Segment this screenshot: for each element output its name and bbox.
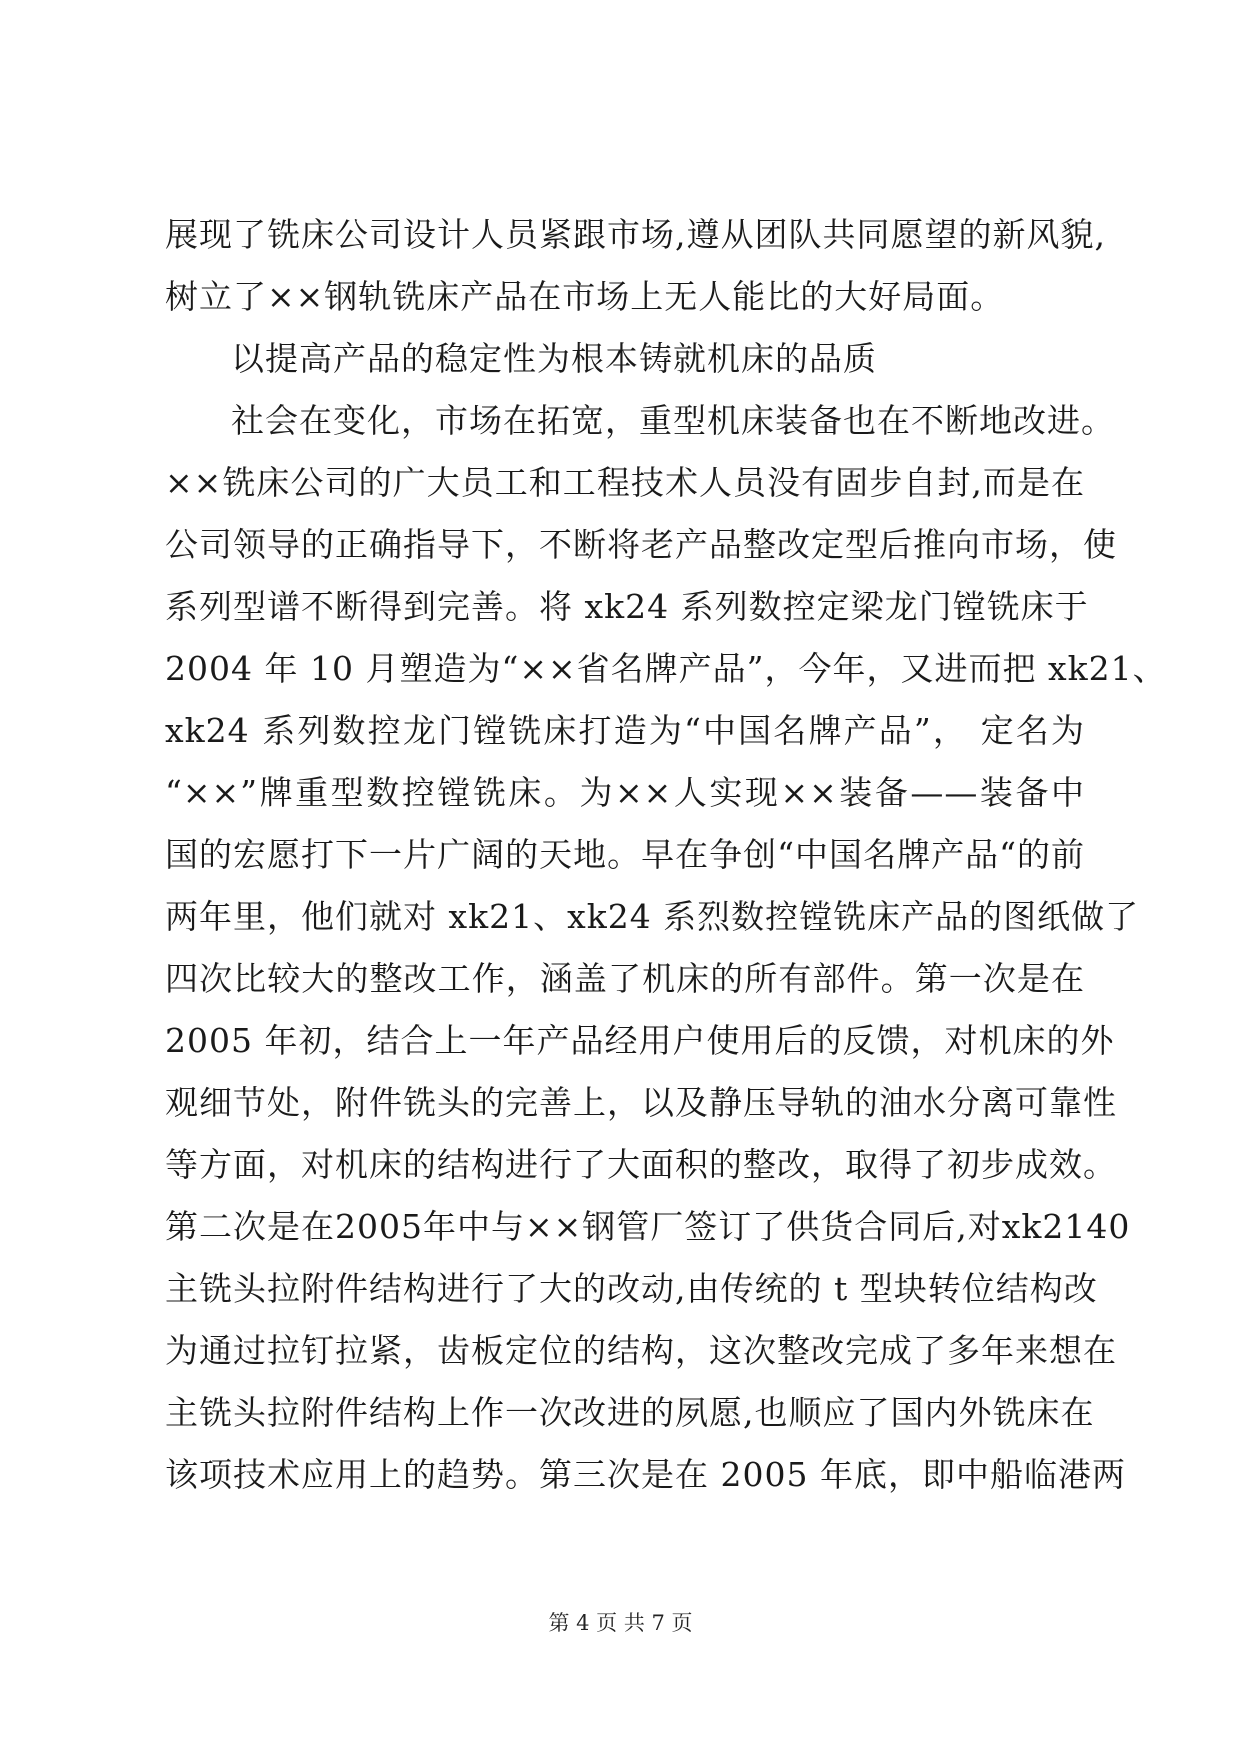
text-line: 2005 年初，结合上一年产品经用户使用后的反馈，对机床的外 bbox=[165, 1021, 1115, 1060]
text-line: 主铣头拉附件结构进行了大的改动,由传统的 t 型块转位结构改 bbox=[165, 1269, 1098, 1308]
text-line: “××”牌重型数控镗铣床。为××人实现××装备——装备中 bbox=[165, 773, 1085, 812]
text-line: 该项技术应用上的趋势。第三次是在 2005 年底，即中船临港两 bbox=[165, 1455, 1126, 1494]
text-line: xk24 系列数控龙门镗铣床打造为“中国名牌产品”， 定名为 bbox=[165, 711, 1085, 750]
text-line: 公司领导的正确指导下，不断将老产品整改定型后推向市场，使 bbox=[165, 525, 1117, 564]
text-line: ××铣床公司的广大员工和工程技术人员没有固步自封,而是在 bbox=[165, 463, 1085, 502]
text-line: 两年里，他们就对 xk21、xk24 系烈数控镗铣床产品的图纸做了 bbox=[165, 897, 1140, 936]
text-line: 树立了××钢轨铣床产品在市场上无人能比的大好局面。 bbox=[165, 277, 1005, 316]
text-line: 系列型谱不断得到完善。将 xk24 系列数控定梁龙门镗铣床于 bbox=[165, 587, 1089, 626]
text-line: 为通过拉钉拉紧，齿板定位的结构，这次整改完成了多年来想在 bbox=[165, 1331, 1117, 1370]
page-number-footer: 第 4 页 共 7 页 bbox=[548, 1611, 693, 1635]
text-line: 2004 年 10 月塑造为“××省名牌产品”，今年，又进而把 xk21、 bbox=[165, 649, 1167, 688]
text-line: 社会在变化，市场在拓宽，重型机床装备也在不断地改进。 bbox=[231, 401, 1115, 440]
text-line: 第二次是在2005年中与××钢管厂签订了供货合同后,对xk2140 bbox=[165, 1207, 1131, 1246]
text-line: 国的宏愿打下一片广阔的天地。早在争创“中国名牌产品“的前 bbox=[165, 835, 1085, 874]
text-line: 展现了铣床公司设计人员紧跟市场,遵从团队共同愿望的新风貌, bbox=[165, 215, 1106, 254]
section-heading: 以提高产品的稳定性为根本铸就机床的品质 bbox=[231, 339, 877, 378]
text-line: 观细节处，附件铣头的完善上，以及静压导轨的油水分离可靠性 bbox=[165, 1083, 1117, 1122]
text-line: 主铣头拉附件结构上作一次改进的夙愿,也顺应了国内外铣床在 bbox=[165, 1393, 1095, 1432]
text-line: 等方面，对机床的结构进行了大面积的整改，取得了初步成效。 bbox=[165, 1145, 1117, 1184]
body-text bbox=[165, 204, 1167, 1506]
text-line: 四次比较大的整改工作，涵盖了机床的所有部件。第一次是在 bbox=[165, 959, 1085, 998]
